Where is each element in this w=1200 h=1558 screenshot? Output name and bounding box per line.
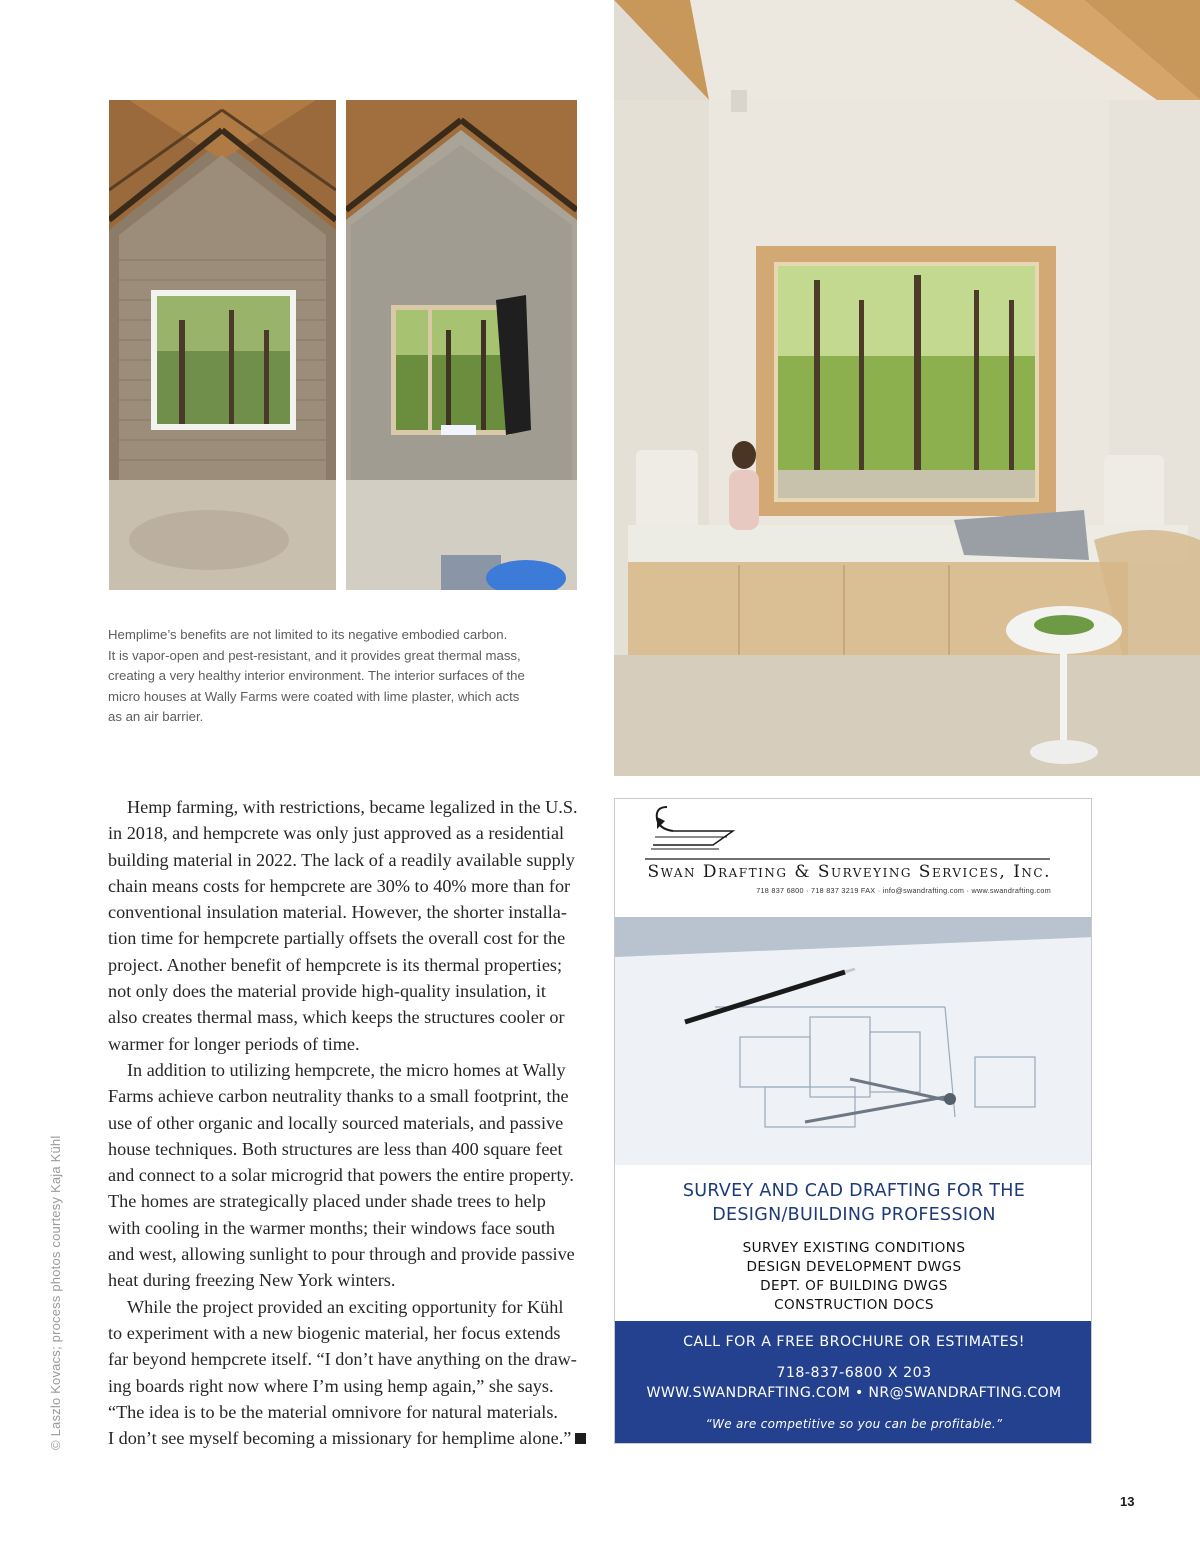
article-line: chain means costs for hempcrete are 30% to 40% more than for — [108, 875, 571, 896]
page-number: 13 — [1120, 1494, 1135, 1509]
ad-company-name: Swan Drafting & Surveying Services, Inc. — [647, 862, 1051, 882]
caption-line: as an air barrier. — [108, 709, 204, 724]
ad-service-item: DEPT. OF BUILDING DWGS — [760, 1278, 948, 1294]
ad-service-item: DESIGN DEVELOPMENT DWGS — [746, 1259, 962, 1275]
article-line: project. Another benefit of hempcrete is its thermal properties; — [108, 954, 563, 975]
ad-contact-band — [615, 1321, 1092, 1444]
article-line: in 2018, and hempcrete was only just approved as a residential — [108, 823, 565, 844]
ad-company-block — [614, 862, 1051, 902]
finished-interior-photo — [614, 0, 1200, 776]
article-line: “The idea is to be the material omnivore for natural materials. — [108, 1401, 558, 1422]
article-line: heat during freezing New York winters. — [108, 1270, 396, 1291]
ad-services-list — [615, 1239, 1092, 1315]
article-line: conventional insulation material. However, the shorter installa- — [108, 902, 567, 923]
article-line: use of other organic and locally sourced materials, and passive — [108, 1112, 564, 1133]
ad-blueprint-photo — [615, 917, 1092, 1165]
ad-service-item: SURVEY EXISTING CONDITIONS — [742, 1240, 966, 1256]
end-of-article-mark — [575, 1433, 586, 1444]
article-line: far beyond hempcrete itself. “I don’t have anything on the draw- — [108, 1349, 577, 1370]
article-line: to experiment with a new biogenic material, her focus extends — [108, 1322, 561, 1343]
process-photo-plastered-interior — [346, 100, 577, 590]
photo-caption — [108, 625, 588, 728]
article-line: also creates thermal mass, which keeps the structures cooler or — [108, 1007, 565, 1028]
article-line: Hemp farming, with restrictions, became legalized in the U.S. — [127, 797, 578, 817]
caption-line: creating a very healthy interior environment. The interior surfaces of the — [108, 668, 525, 683]
ad-service-item: CONSTRUCTION DOCS — [774, 1297, 934, 1313]
photo-credit: © Laszlo Kovacs; process photos courtesy Kaja Kühl — [48, 1135, 63, 1450]
ad-headline-line: SURVEY AND CAD DRAFTING FOR THE — [682, 1181, 1026, 1201]
article-line-text: I don’t see myself becoming a missionary for hemplime alone.” — [108, 1428, 572, 1449]
ad-tagline: “We are competitive so you can be profitable.” — [705, 1417, 1003, 1431]
article-body — [108, 794, 588, 1451]
article-line: warmer for longer periods of time. — [108, 1033, 360, 1054]
article-line-final — [108, 1425, 588, 1451]
article-line: building material in 2022. The lack of a readily available supply — [108, 849, 575, 870]
article-line: and west, allowing sunlight to pour through and provide passive — [108, 1244, 575, 1265]
article-line: ing boards right now where I’m using hemp again,” she says. — [108, 1375, 554, 1396]
ad-phone: 718-837-6800 X 203 — [776, 1365, 932, 1381]
ad-headline-line: DESIGN/BUILDING PROFESSION — [712, 1205, 996, 1225]
caption-line: It is vapor-open and pest-resistant, and it provides great thermal mass, — [108, 647, 521, 663]
article-line: While the project provided an exciting opportunity for Kühl — [127, 1296, 564, 1317]
article-line: The homes are strategically placed under shade trees to help — [108, 1191, 546, 1212]
caption-line: Hemplime’s benefits are not limited to its negative embodied carbon. — [108, 627, 508, 642]
process-photo-brick-interior — [109, 100, 336, 590]
ad-cta: CALL FOR A FREE BROCHURE OR ESTIMATES! — [683, 1334, 1025, 1350]
article-line: and connect to a solar microgrid that powers the entire property. — [108, 1165, 574, 1186]
caption-line: micro houses at Wally Farms were coated with lime plaster, which acts — [108, 688, 520, 704]
article-line: tion time for hempcrete partially offsets the overall cost for the — [108, 928, 566, 949]
article-line: not only does the material provide high-quality insulation, it — [108, 981, 546, 1002]
article-line: In addition to utilizing hempcrete, the micro homes at Wally — [127, 1059, 566, 1080]
article-line: with cooling in the warmer months; their windows face south — [108, 1217, 556, 1238]
ad-headline — [615, 1179, 1092, 1227]
ad-company-contact: 718 837 6800 · 718 837 3219 FAX · info@swandrafting.com · www.swandrafting.com — [756, 886, 1051, 895]
article-line: house techniques. Both structures are less than 400 square feet — [108, 1138, 563, 1159]
ad-web-email: WWW.SWANDRAFTING.COM • NR@SWANDRAFTING.COM — [646, 1385, 1062, 1401]
article-line: Farms achieve carbon neutrality thanks to a small footprint, the — [108, 1086, 569, 1107]
